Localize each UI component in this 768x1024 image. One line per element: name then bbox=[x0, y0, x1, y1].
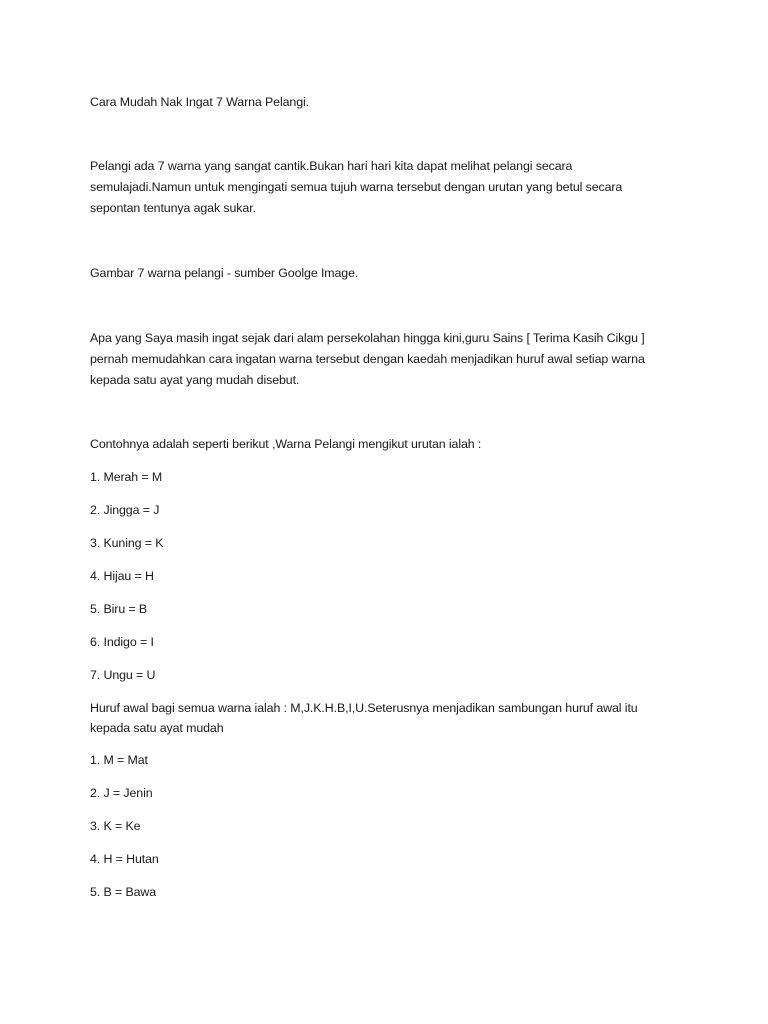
paragraph-1-line-3: sepontan tentunya agak sukar. bbox=[90, 201, 256, 215]
list-item-color: 1. Merah = M bbox=[90, 470, 163, 484]
list-item-color: 7. Ungu = U bbox=[90, 668, 156, 682]
list-item-word: 2. J = Jenin bbox=[90, 786, 153, 800]
document-title: Cara Mudah Nak Ingat 7 Warna Pelangi. bbox=[90, 95, 309, 109]
list-item-color: 6. Indigo = I bbox=[90, 635, 154, 649]
list-intro: Contohnya adalah seperti berikut ,Warna Pelangi mengikut urutan ialah : bbox=[90, 437, 482, 451]
list-item-word: 4. H = Hutan bbox=[90, 852, 159, 866]
paragraph-1-line-1: Pelangi ada 7 warna yang sangat cantik.Bukan hari hari kita dapat melihat pelangi secara bbox=[90, 159, 573, 173]
paragraph-2-line-2: pernah memudahkan cara ingatan warna tersebut dengan kaedah menjadikan huruf awal setiap warna bbox=[90, 352, 645, 366]
list-item-word: 5. B = Bawa bbox=[90, 885, 157, 899]
list-item-word: 1. M = Mat bbox=[90, 753, 148, 767]
paragraph-3-line-2: kepada satu ayat mudah bbox=[90, 721, 224, 735]
list-item-color: 5. Biru = B bbox=[90, 602, 148, 616]
list-item-color: 2. Jingga = J bbox=[90, 503, 160, 517]
paragraph-1-line-2: semulajadi.Namun untuk mengingati semua tujuh warna tersebut dengan urutan yang betul secara bbox=[90, 180, 623, 194]
paragraph-2-line-3: kepada satu ayat yang mudah disebut. bbox=[90, 373, 300, 387]
paragraph-2-line-1: Apa yang Saya masih ingat sejak dari alam persekolahan hingga kini,guru Sains [ Terima Kasih Cikgu ] bbox=[90, 331, 645, 345]
list-item-color: 3. Kuning = K bbox=[90, 536, 164, 550]
list-item-color: 4. Hijau = H bbox=[90, 569, 154, 583]
image-caption: Gambar 7 warna pelangi - sumber Goolge Image. bbox=[90, 266, 359, 280]
list-item-word: 3. K = Ke bbox=[90, 819, 141, 833]
paragraph-3-line-1: Huruf awal bagi semua warna ialah : M,J.K.H.B,I,U.Seterusnya menjadikan sambungan huruf awal itu bbox=[90, 701, 638, 715]
